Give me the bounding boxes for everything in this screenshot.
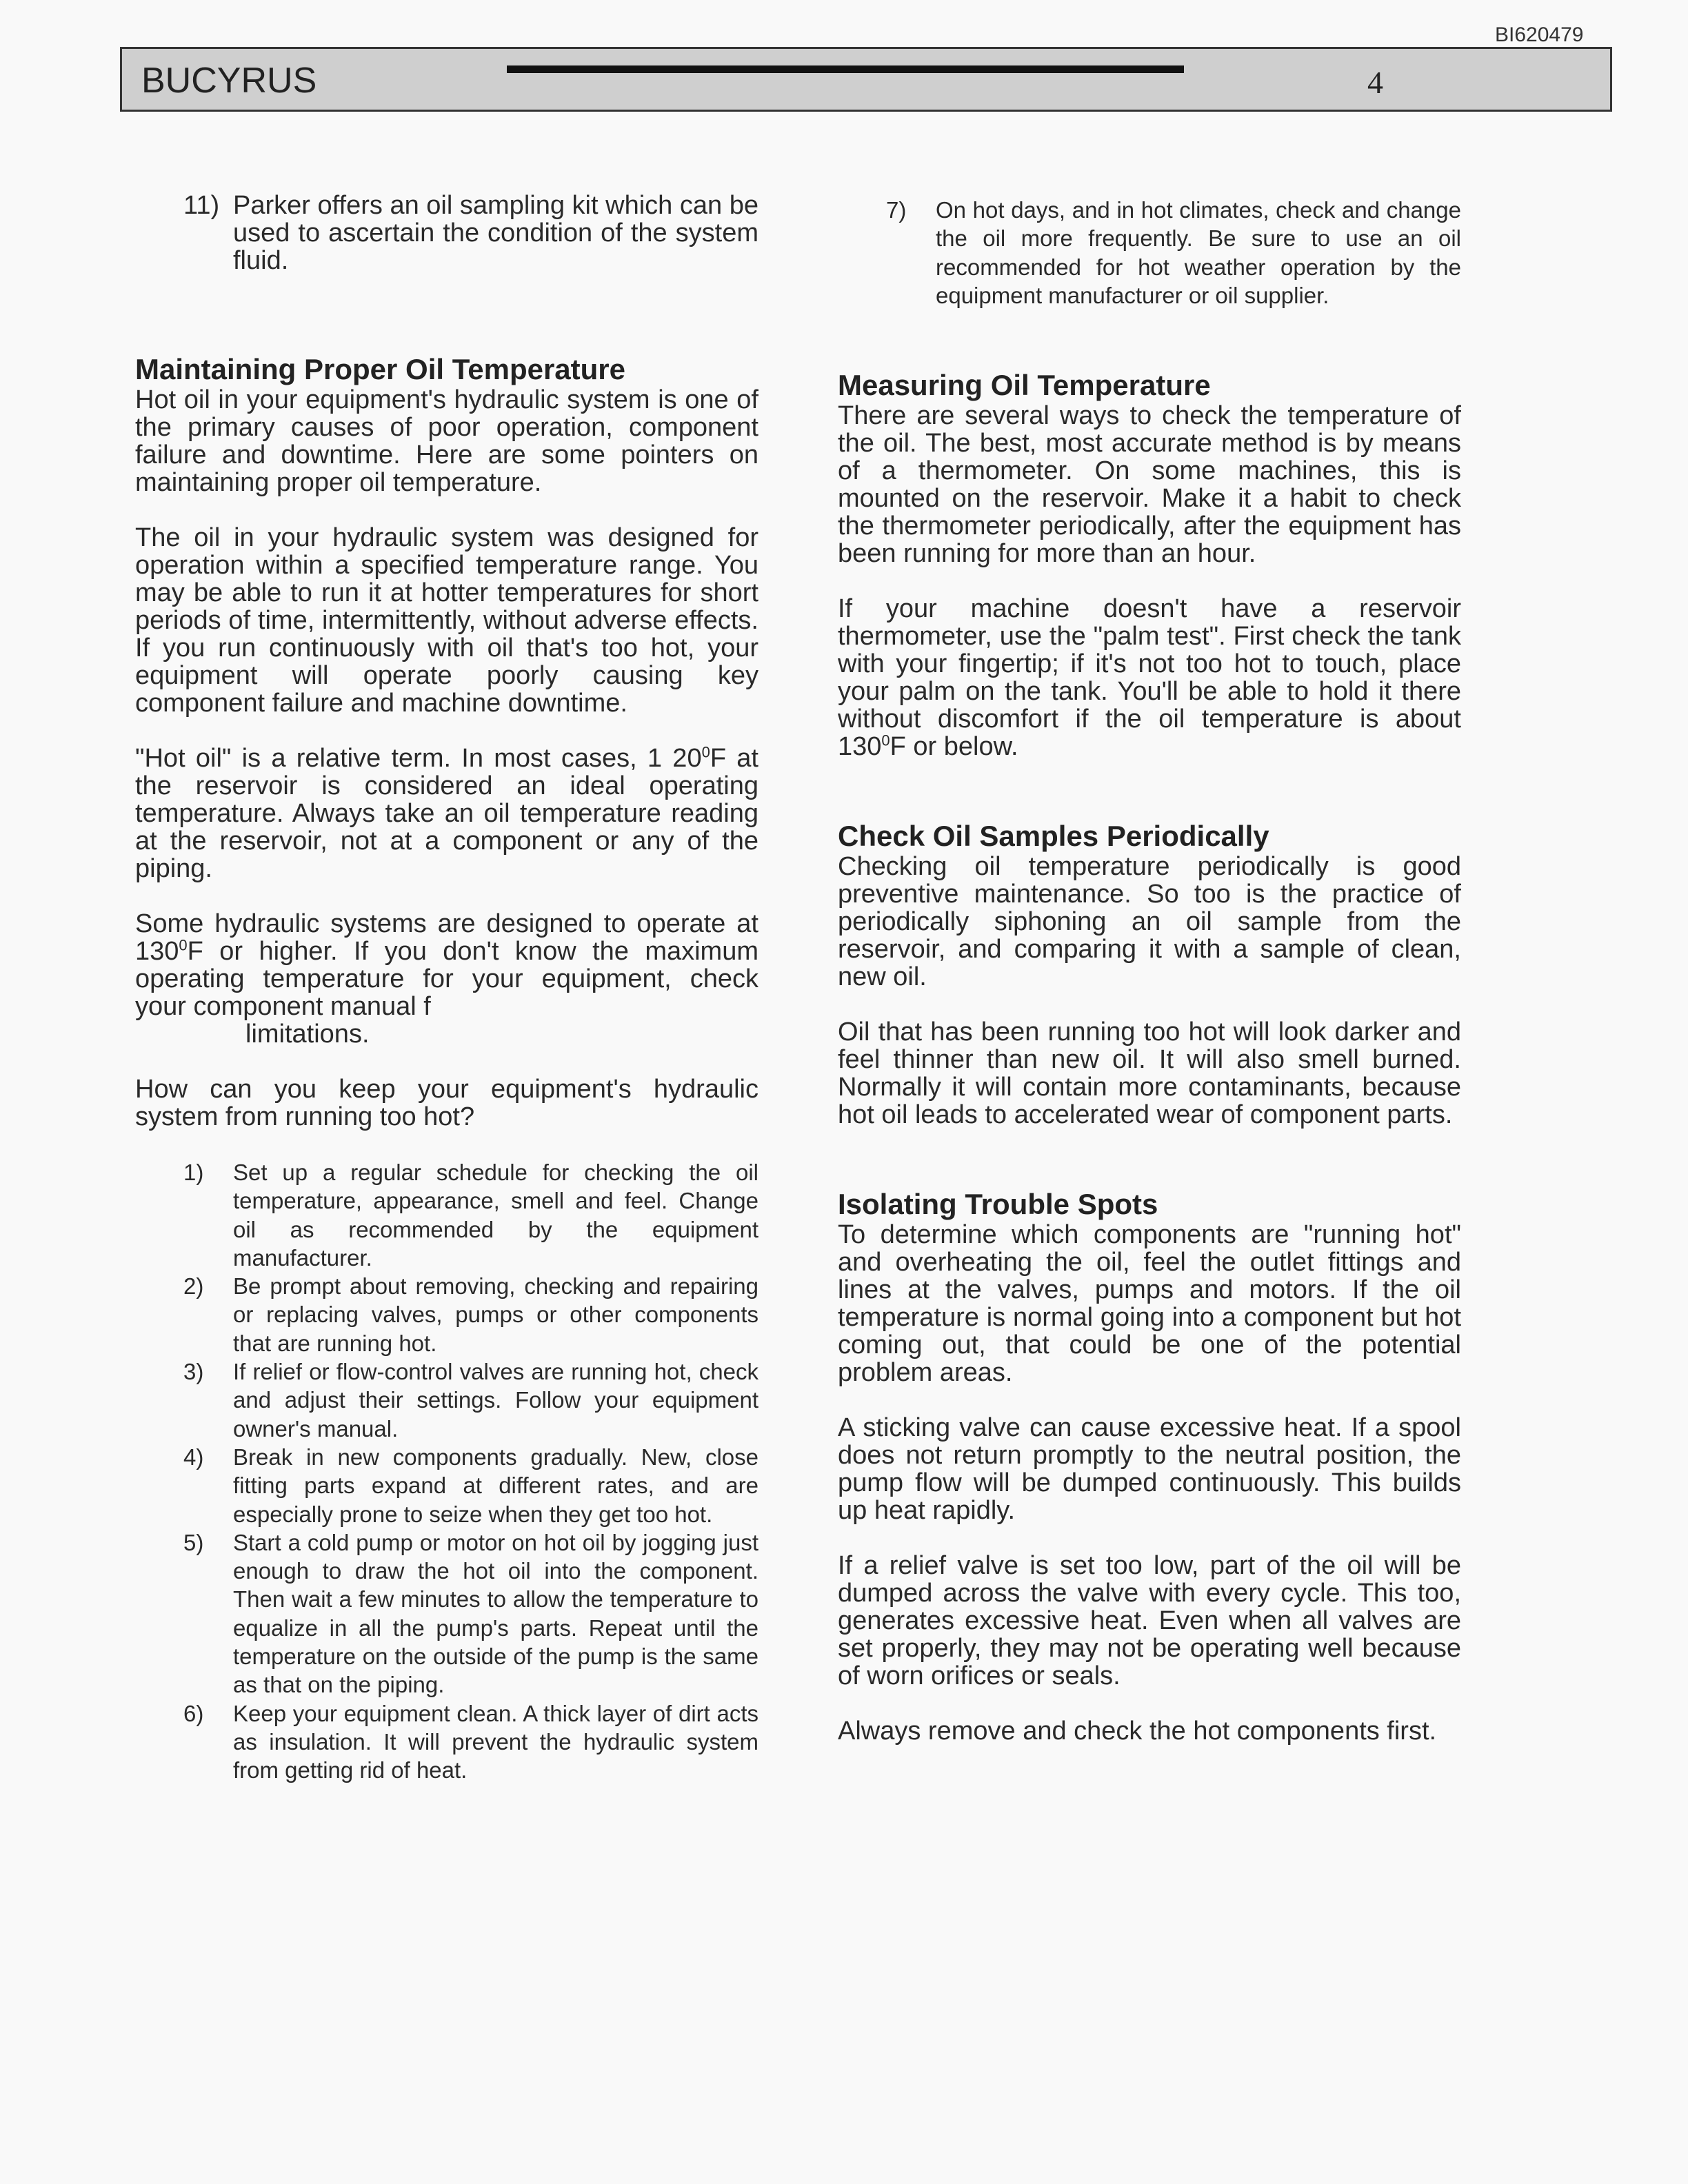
list-text: Keep your equipment clean. A thick layer of dirt acts as insulation. It will prevent the hydraulic system from getting rid of heat.	[233, 1700, 758, 1783]
heading-measuring-oil-temperature: Measuring Oil Temperature	[838, 369, 1211, 402]
tips-list	[135, 1158, 758, 1785]
paragraph-hot-oil: "Hot oil" is a relative term. In most cases, 1 $20^0F$ at the reservoir is considered an ideal operating temperature. Always take an oil temperature reading at the reservoir, not at a component or any of the piping.	[135, 743, 758, 883]
list-text: If relief or flow-control valves are running hot, check and adjust their settings. Follow your equipment owner's manual.	[233, 1359, 758, 1442]
list-text: Be prompt about removing, checking and repairing or replacing valves, pumps or other components that are running hot.	[233, 1273, 758, 1356]
paragraph-operating-temperature: Some hydraulic systems are designed to operate at $130^0F$ or higher. If you don't know the maximum operating temperature for your equipment, check your component manual f	[135, 909, 758, 1021]
list-item	[135, 1443, 758, 1528]
list-text: On hot days, and in hot climates, check and change the oil more frequently. Be sure to use an oil recommended for hot weather operation by the equipment manufacturer or oil supplier.	[936, 197, 1461, 308]
list-item-7	[838, 196, 1461, 310]
list-text: Break in new components gradually. New, close fitting parts expand at different rates, and are especially prone to seize when they get too hot.	[233, 1444, 758, 1527]
list-number: 2)	[183, 1273, 204, 1300]
list-number: 5)	[183, 1529, 204, 1555]
list-number: 1)	[183, 1160, 204, 1185]
list-item	[135, 1699, 758, 1785]
list-item-11	[135, 192, 758, 274]
page-header	[120, 47, 1612, 112]
paragraph: Checking oil temperature periodically is good preventive maintenance. So too is the practice of periodically siphoning an oil sample from the reservoir, and comparing it with a sample of clean, new oil.	[838, 852, 1461, 992]
list-text: Set up a regular schedule for checking the oil temperature, appearance, smell and feel. Change oil as recommended by the equipment manufacturer.	[233, 1160, 758, 1271]
heading-check-oil-samples: Check Oil Samples Periodically	[838, 820, 1269, 853]
document-id: BI620479	[1495, 23, 1584, 46]
paragraph: The oil in your hydraulic system was designed for operation within a specified temperature range. You may be able to run it at hotter temperatures for short periods of time, intermittently, without adverse effects. If you run continuously with oil that's too hot, your equipment will operate poorly causing key component failure and machine downtime.	[135, 523, 758, 718]
list-number: 7)	[886, 197, 907, 223]
list-item	[135, 1528, 758, 1699]
list-number: 11)	[183, 191, 220, 220]
paragraph: Hot oil in your equipment's hydraulic system is one of the primary causes of poor operation, component failure and downtime. Here are some pointers on maintaining proper oil temperature.	[135, 385, 758, 497]
list-item	[135, 1272, 758, 1357]
brand-name: BUCYRUS	[141, 61, 317, 101]
paragraph: If a relief valve is set too low, part of the oil will be dumped across the valve with every cycle. This too, generates excessive heat. Even when all valves are set properly, they may not be operating well because of worn orifices or seals.	[838, 1551, 1461, 1691]
paragraph: Oil that has been running too hot will look darker and feel thinner than new oil. It will also smell burned. Normally it will contain more contaminants, because hot oil leads to accelerated wear of component parts.	[838, 1018, 1461, 1130]
left-column	[135, 192, 758, 1785]
heading-isolating-trouble-spots: Isolating Trouble Spots	[838, 1188, 1158, 1221]
page-number: 4	[1367, 65, 1383, 100]
paragraph-question: How can you keep your equipment's hydraulic system from running too hot?	[135, 1075, 758, 1131]
paragraph: There are several ways to check the temperature of the oil. The best, most accurate method is by means of a thermometer. On some machines, this is mounted on the reservoir. Make it a habit to check the thermometer periodically, after the equipment has been running for more than an hour.	[838, 401, 1461, 569]
list-number: 6)	[183, 1700, 204, 1726]
paragraph-palm-test: If your machine doesn't have a reservoir thermometer, use the "palm test". First check the tank with your fingertip; if it's not too hot to touch, place your palm on the tank. You'll be able to hold it there without discomfort if the oil temperature is about $130^0F$ or below.	[838, 594, 1461, 762]
header-rule	[507, 65, 1184, 73]
right-column	[838, 196, 1461, 1745]
list-item	[135, 1158, 758, 1272]
list-text: Start a cold pump or motor on hot oil by jogging just enough to draw the hot oil into the component. Then wait a few minutes to allow the temperature to equalize in all the pump's parts. Repeat until the temperature on the outside of the pump is the same as that on the piping.	[233, 1529, 758, 1698]
paragraph-continuation: limitations.	[245, 1020, 370, 1049]
list-text: Parker offers an oil sampling kit which can be used to ascertain the condition of the system fluid.	[233, 191, 758, 275]
list-item	[135, 1357, 758, 1443]
paragraph: A sticking valve can cause excessive heat. If a spool does not return promptly to the neutral position, the pump flow will be dumped continuously. This builds up heat rapidly.	[838, 1413, 1461, 1526]
list-number: 3)	[183, 1359, 204, 1385]
paragraph: Always remove and check the hot components first.	[838, 1717, 1437, 1746]
heading-maintaining-oil-temperature: Maintaining Proper Oil Temperature	[135, 353, 626, 385]
paragraph: To determine which components are "running hot" and overheating the oil, feel the outlet fittings and lines at the valves, pumps and motors. If the oil temperature is normal going into a component but hot coming out, that could be one of the potential problem areas.	[838, 1220, 1461, 1388]
list-number: 4)	[183, 1444, 204, 1470]
